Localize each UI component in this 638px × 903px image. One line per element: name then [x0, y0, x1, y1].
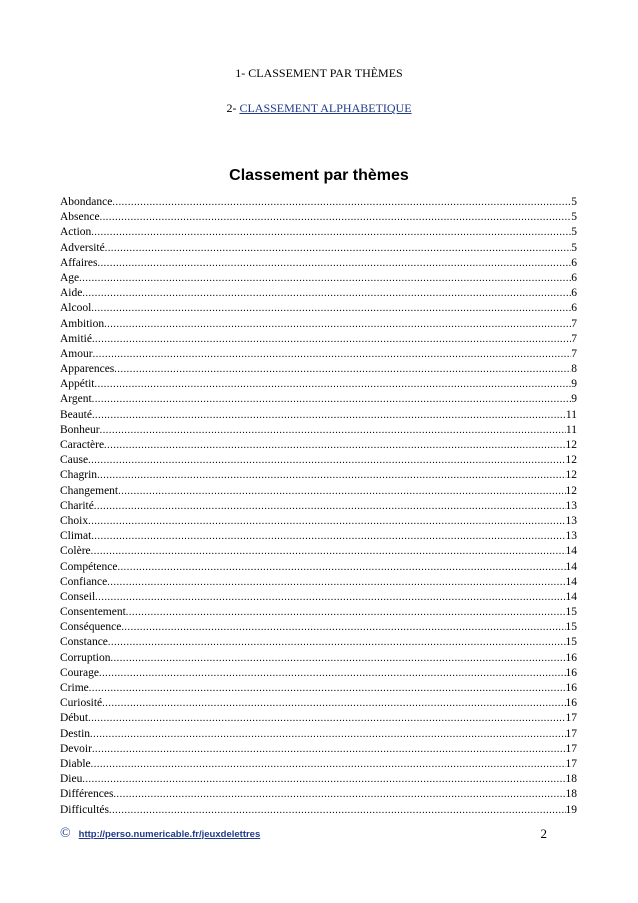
toc-dot-leader [114, 362, 571, 377]
toc-entry-page: 5 [571, 226, 577, 239]
toc-entry-page: 6 [571, 302, 577, 315]
toc-entry-page: 9 [571, 393, 577, 406]
toc-dot-leader [88, 453, 565, 468]
toc-entry[interactable] [60, 332, 577, 347]
toc-entry[interactable] [60, 696, 577, 711]
toc-dot-leader [110, 651, 565, 666]
toc-entry-label: Amour [60, 347, 93, 360]
toc-dot-leader [100, 210, 572, 225]
toc-entry-label: Destin [60, 727, 91, 740]
nav-item-themes-prefix: 1- [235, 66, 249, 80]
toc-dot-leader [79, 271, 571, 286]
toc-entry-page: 16 [565, 666, 577, 679]
toc-entry-page: 12 [565, 454, 577, 467]
toc-entry-label: Différences [60, 788, 114, 801]
toc-entry[interactable] [60, 347, 577, 362]
toc-entry[interactable] [60, 195, 577, 210]
toc-entry[interactable] [60, 711, 577, 726]
table-of-contents [60, 195, 577, 818]
toc-entry[interactable] [60, 423, 577, 438]
toc-entry-label: Affaires [60, 256, 98, 269]
toc-entry-label: Action [60, 226, 92, 239]
toc-entry-page: 17 [565, 712, 577, 725]
toc-entry[interactable] [60, 803, 577, 818]
toc-entry-page: 17 [565, 757, 577, 770]
toc-entry-page: 14 [565, 560, 577, 573]
toc-entry[interactable] [60, 408, 577, 423]
toc-entry-label: Cause [60, 454, 89, 467]
toc-dot-leader [92, 392, 572, 407]
toc-entry-label: Bonheur [60, 423, 100, 436]
toc-entry[interactable] [60, 453, 577, 468]
page-footer [60, 826, 577, 842]
toc-entry-page: 19 [565, 803, 577, 816]
toc-dot-leader [92, 742, 566, 757]
toc-entry-label: Caractère [60, 439, 105, 451]
toc-dot-leader [91, 757, 566, 772]
toc-dot-leader [99, 666, 566, 681]
toc-dot-leader [90, 727, 565, 742]
toc-dot-leader [117, 560, 565, 575]
toc-dot-leader [112, 195, 571, 210]
toc-entry-page: 11 [565, 423, 577, 436]
toc-dot-leader [88, 711, 565, 726]
toc-entry-label: Ambition [60, 317, 105, 330]
toc-dot-leader [121, 620, 565, 635]
page-title: Classement par thèmes [229, 167, 409, 184]
copyright-icon: © [60, 826, 71, 841]
toc-entry-page: 6 [571, 256, 577, 269]
toc-dot-leader [91, 529, 565, 544]
toc-entry-page: 16 [565, 651, 577, 664]
toc-entry[interactable] [60, 392, 577, 407]
toc-entry-label: Apparences [60, 363, 115, 376]
toc-entry-label: Choix [60, 514, 89, 527]
toc-entry-label: Aide [60, 287, 83, 300]
toc-entry[interactable] [60, 757, 577, 772]
toc-entry-page: 7 [571, 332, 577, 345]
toc-entry[interactable] [60, 620, 577, 635]
toc-dot-leader [82, 772, 565, 787]
toc-entry-label: Curiosité [60, 697, 103, 710]
toc-entry-label: Dieu [60, 773, 83, 786]
toc-entry-label: Colère [60, 545, 91, 558]
toc-entry-page: 16 [565, 682, 577, 694]
toc-dot-leader [82, 286, 571, 301]
toc-dot-leader [91, 301, 571, 316]
toc-entry-label: Chagrin [60, 469, 98, 482]
toc-entry[interactable] [60, 210, 577, 225]
toc-entry[interactable] [60, 544, 577, 559]
toc-entry[interactable] [60, 727, 577, 742]
nav-item-themes[interactable] [0, 66, 638, 81]
toc-entry-label: Corruption [60, 651, 111, 664]
toc-entry[interactable] [60, 514, 577, 529]
toc-entry-label: Constance [60, 636, 108, 649]
toc-dot-leader [107, 575, 565, 590]
toc-dot-leader [105, 241, 572, 256]
toc-dot-leader [97, 468, 565, 483]
toc-entry[interactable] [60, 529, 577, 544]
toc-entry-page: 12 [565, 469, 577, 482]
toc-entry[interactable] [60, 256, 577, 271]
toc-dot-leader [91, 225, 571, 240]
toc-entry-label: Changement [60, 484, 119, 497]
toc-entry-page: 7 [571, 347, 577, 360]
toc-dot-leader [94, 499, 566, 514]
toc-entry[interactable] [60, 377, 577, 392]
toc-entry-label: Confiance [60, 575, 108, 588]
toc-entry-label: Beauté [60, 408, 92, 421]
toc-entry[interactable] [60, 438, 577, 453]
toc-entry-label: Amitié [60, 332, 92, 345]
toc-dot-leader [118, 484, 565, 499]
footer-url-link[interactable]: http://perso.numericable.fr/jeuxdelettres [78, 828, 261, 840]
toc-entry-label: Abondance [60, 196, 113, 208]
toc-dot-leader [109, 803, 566, 818]
toc-entry-page: 18 [565, 788, 577, 801]
toc-dot-leader [92, 332, 571, 347]
toc-entry[interactable] [60, 590, 577, 605]
toc-entry[interactable] [60, 635, 577, 650]
toc-entry[interactable] [60, 225, 577, 240]
toc-entry[interactable] [60, 286, 577, 301]
toc-entry-page: 6 [571, 287, 577, 300]
toc-entry-label: Conséquence [60, 621, 122, 634]
toc-entry-label: Conseil [60, 590, 96, 603]
toc-dot-leader [126, 605, 566, 620]
toc-entry-page: 6 [571, 271, 577, 284]
toc-dot-leader [89, 681, 566, 696]
page-number: 2 [540, 826, 547, 841]
toc-entry[interactable] [60, 787, 577, 802]
toc-entry-label: Adversité [60, 241, 105, 254]
toc-entry-label: Devoir [60, 742, 92, 755]
toc-entry-page: 14 [565, 575, 577, 588]
toc-dot-leader [91, 544, 566, 559]
toc-entry-page: 17 [565, 742, 577, 755]
toc-entry-label: Consentement [60, 606, 126, 619]
toc-entry[interactable] [60, 499, 577, 514]
toc-dot-leader [102, 696, 565, 711]
toc-entry-label: Diable [60, 757, 91, 770]
toc-entry-label: Début [60, 712, 89, 725]
toc-entry-page: 15 [565, 636, 577, 649]
nav-item-themes-label[interactable]: CLASSEMENT PAR THÈMES [248, 66, 403, 80]
nav-link-alphabetical[interactable]: CLASSEMENT ALPHABETIQUE [239, 101, 412, 115]
toc-entry-page: 11 [565, 408, 577, 421]
toc-entry-label: Difficultés [60, 803, 109, 816]
toc-entry-label: Absence [60, 211, 100, 224]
toc-dot-leader [95, 377, 572, 392]
toc-entry-label: Climat [60, 530, 92, 543]
toc-entry-label: Alcool [60, 302, 92, 315]
toc-entry-label: Age [60, 271, 80, 284]
nav-item-alphabetical[interactable] [0, 101, 638, 116]
toc-entry[interactable] [60, 651, 577, 666]
toc-entry-page: 17 [565, 727, 577, 740]
toc-entry-label: Charité [60, 499, 94, 512]
toc-entry-label: Crime [60, 682, 89, 694]
toc-entry-page: 5 [571, 196, 577, 208]
toc-dot-leader [104, 438, 565, 453]
toc-entry-page: 15 [565, 606, 577, 619]
toc-dot-leader [104, 317, 571, 332]
toc-entry-page: 13 [565, 514, 577, 527]
toc-entry-page: 12 [565, 484, 577, 497]
toc-entry-label: Appétit [60, 378, 95, 391]
toc-entry[interactable] [60, 241, 577, 256]
toc-dot-leader [88, 514, 565, 529]
toc-entry-page: 5 [571, 241, 577, 254]
toc-entry[interactable] [60, 317, 577, 332]
toc-dot-leader [97, 256, 571, 271]
toc-entry-label: Courage [60, 666, 99, 679]
toc-entry-page: 9 [571, 378, 577, 391]
toc-entry[interactable] [60, 772, 577, 787]
toc-entry[interactable] [60, 271, 577, 286]
toc-entry[interactable] [60, 575, 577, 590]
toc-dot-leader [100, 423, 566, 438]
toc-entry[interactable] [60, 468, 577, 483]
toc-entry-page: 7 [571, 317, 577, 330]
toc-entry-page: 16 [565, 697, 577, 710]
nav-item-alphabetical-prefix: 2- [226, 101, 240, 115]
toc-dot-leader [108, 635, 566, 650]
toc-entry[interactable] [60, 742, 577, 757]
toc-entry-label: Compétence [60, 560, 118, 573]
toc-entry[interactable] [60, 301, 577, 316]
toc-entry[interactable] [60, 681, 577, 696]
toc-entry-page: 18 [565, 773, 577, 786]
toc-entry[interactable] [60, 484, 577, 499]
toc-entry-label: Argent [60, 393, 92, 406]
toc-entry[interactable] [60, 605, 577, 620]
toc-entry-page: 12 [565, 439, 577, 451]
toc-dot-leader [92, 408, 566, 423]
toc-entry-page: 15 [565, 621, 577, 634]
toc-dot-leader [93, 347, 572, 362]
toc-entry-page: 14 [565, 545, 577, 558]
toc-entry-page: 14 [565, 590, 577, 603]
toc-entry-page: 5 [571, 211, 577, 224]
toc-entry-page: 13 [565, 530, 577, 543]
toc-entry-page: 8 [571, 363, 577, 376]
toc-dot-leader [95, 590, 565, 605]
toc-entry-page: 13 [565, 499, 577, 512]
toc-entry[interactable] [60, 362, 577, 377]
toc-dot-leader [113, 787, 565, 802]
toc-entry[interactable] [60, 560, 577, 575]
toc-entry[interactable] [60, 666, 577, 681]
